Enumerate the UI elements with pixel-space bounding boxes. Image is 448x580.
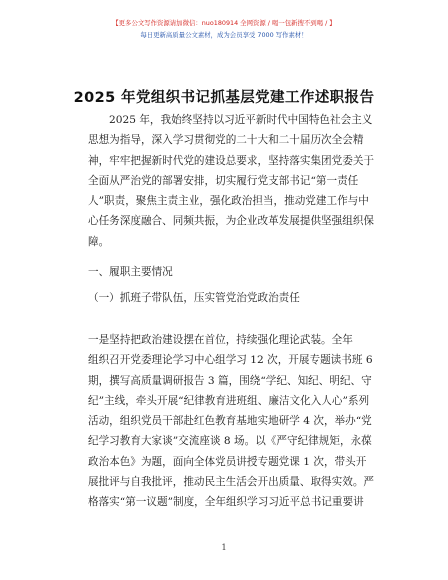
paragraph-line: 全面从严治党的部署安排，切实履行党支部书记“第一责任 <box>88 174 359 187</box>
section-heading-1: 一、履职主要情况 <box>88 266 173 278</box>
paragraph-line: 心任务深度融合、同频共振，为企业改革发展提供坚强组织保 <box>88 215 375 228</box>
paragraph-line: 活动，组织党员干部赴红色教育基地实地研学 4 次，举办“党 <box>88 415 372 428</box>
paragraph-line: 神，牢牢把握新时代党的建设总要求，坚持落实集团党委关于 <box>88 154 375 167</box>
header-promo-line-2: 每日更新高质量公文素材，成为会员享受 7000 写作素材！ <box>140 31 308 39</box>
paragraph-line: 组织召开党委理论学习中心组学习 12 次，开展专题读书班 6 <box>88 354 373 367</box>
paragraph-line: 期，撰写高质量调研报告 3 篇，围绕“学纪、知纪、明纪、守 <box>88 374 372 387</box>
paragraph-line: 展批评与自我批评，推动民主生活会开出质量、取得实效。严 <box>88 476 375 489</box>
paragraph-line: 纪学习教育大家谈”交流座谈 8 场。以《严守纪律规矩，永葆 <box>88 435 372 448</box>
subsection-heading-1-1: （一）抓班子带队伍，压实管党治党政治责任 <box>88 292 300 304</box>
paragraph-line: 思想为指导，深入学习贯彻党的二十大和二十届历次全会精 <box>88 134 364 147</box>
paragraph-line: 障。 <box>88 235 110 248</box>
intro-paragraph <box>88 110 384 252</box>
paragraph-line: 一是坚持把政治建设摆在首位，持续强化理论武装。全年 <box>88 334 353 346</box>
paragraph-line: 政治本色》为题，面向全体党员讲授专题党课 1 次，带头开 <box>88 455 367 468</box>
paragraph-line: 格落实“第一议题”制度，全年组织学习习近平总书记重要讲 <box>88 496 364 509</box>
document-title: 2025 年党组织书记抓基层党建工作述职报告 <box>73 90 375 106</box>
paragraph-line: 2025 年，我始终坚持以习近平新时代中国特色社会主义 <box>109 114 373 126</box>
body-paragraph <box>88 330 384 513</box>
page-number: 1 <box>221 543 227 552</box>
header-promo-line-1: 【更多公文写作资源请加微信：nuo180914 全网资源 / 喝一包新搜不到喝 / 】 <box>112 19 336 27</box>
paragraph-line: 人”职责，聚焦主责主业，强化政治担当，推动党建工作与中 <box>88 195 369 208</box>
paragraph-line: 纪”主线，牵头开展“纪律教育进班组、廉洁文化入人心”系列 <box>88 394 370 407</box>
